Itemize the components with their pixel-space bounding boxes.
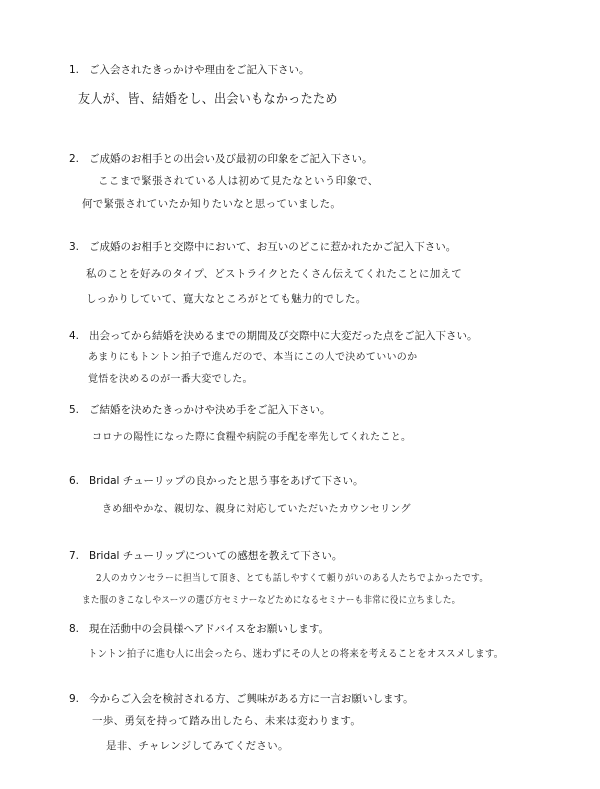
answer-2-line-2: 何で緊張されていたか知りたいなと思っていました。	[82, 198, 342, 210]
question-5	[69, 403, 580, 417]
answer-6-line-1: きめ細やかな、親切な、親身に対応していただいたカウンセリング	[102, 504, 411, 515]
question-9	[69, 692, 580, 706]
answer-7-line-2: また服のきこなしやスーツの選び方セミナーなどためになるセミナーも非常に役に立ちました。	[82, 595, 461, 606]
question-number: 6.	[69, 475, 80, 487]
question-text: Bridal チューリップの良かったと思う事をあげて下さい。	[89, 475, 364, 487]
question-2	[69, 152, 580, 166]
answer-7-line-1: 2人のカウンセラーに担当して頂き、とても話しやすくて頼りがいのある人たちでよかったです。	[96, 573, 489, 584]
question-3	[69, 240, 580, 254]
question-text: ご成婚のお相手との出会い及び最初の印象をご記入下さい。	[89, 153, 373, 165]
question-text: 出会ってから結婚を決めるまでの期間及び交際中に大変だった点をご記入下さい。	[89, 330, 478, 342]
question-1	[69, 63, 580, 77]
question-8	[69, 622, 580, 636]
question-number: 3.	[69, 241, 80, 253]
question-text: 現在活動中の会員様へアドバイスをお願いします。	[89, 623, 330, 635]
answer-3-line-2: しっかりしていて、寛大なところがとても魅力的でした。	[86, 293, 367, 305]
question-text: Bridal チューリップについての感想を教えて下さい。	[89, 550, 343, 562]
question-number: 1.	[69, 64, 80, 76]
answer-4-line-1: あまりにもトントン拍子で進んだので、本当にこの人で決めていいのか	[88, 352, 418, 363]
answer-5-line-1: コロナの陽性になった際に食糧や病院の手配を率先してくれたこと。	[92, 432, 412, 443]
question-number: 2.	[69, 153, 80, 165]
question-number: 9.	[69, 693, 80, 705]
answer-9-line-1: 一歩、勇気を持って踏み出したら、未来は変わります。	[92, 715, 362, 727]
question-text: 今からご入会を検討される方、ご興味がある方に一言お願いします。	[89, 693, 414, 705]
question-number: 7.	[69, 550, 80, 562]
answer-2-line-1: ここまで緊張されている人は初めて見たなという印象で、	[98, 175, 379, 187]
question-text: ご結婚を決めたきっかけや決め手をご記入下さい。	[89, 404, 331, 416]
answer-8-line-1: トントン拍子に進む人に出会ったら、迷わずにその人との将来を考えることをオススメします。	[88, 649, 504, 660]
question-text: ご入会されたきっかけや理由をご記入下さい。	[89, 64, 310, 76]
question-number: 4.	[69, 330, 80, 342]
question-text: ご成婚のお相手と交際中において、お互いのどこに惹かれたかご記入下さい。	[89, 241, 457, 253]
question-number: 8.	[69, 623, 80, 635]
question-6	[69, 474, 580, 488]
question-4	[69, 329, 580, 343]
answer-1-line-1: 友人が、皆、結婚をし、出会いもなかったため	[78, 92, 338, 107]
answer-4-line-2: 覚悟を決めるのが一番大変でした。	[88, 374, 253, 385]
question-number: 5.	[69, 404, 80, 416]
answer-3-line-1: 私のことを好みのタイプ、どストライクとたくさん伝えてくれたことに加えて	[86, 268, 463, 280]
answer-9-line-2: 是非、チャレンジしてみてください。	[106, 740, 289, 752]
question-7	[69, 549, 580, 563]
